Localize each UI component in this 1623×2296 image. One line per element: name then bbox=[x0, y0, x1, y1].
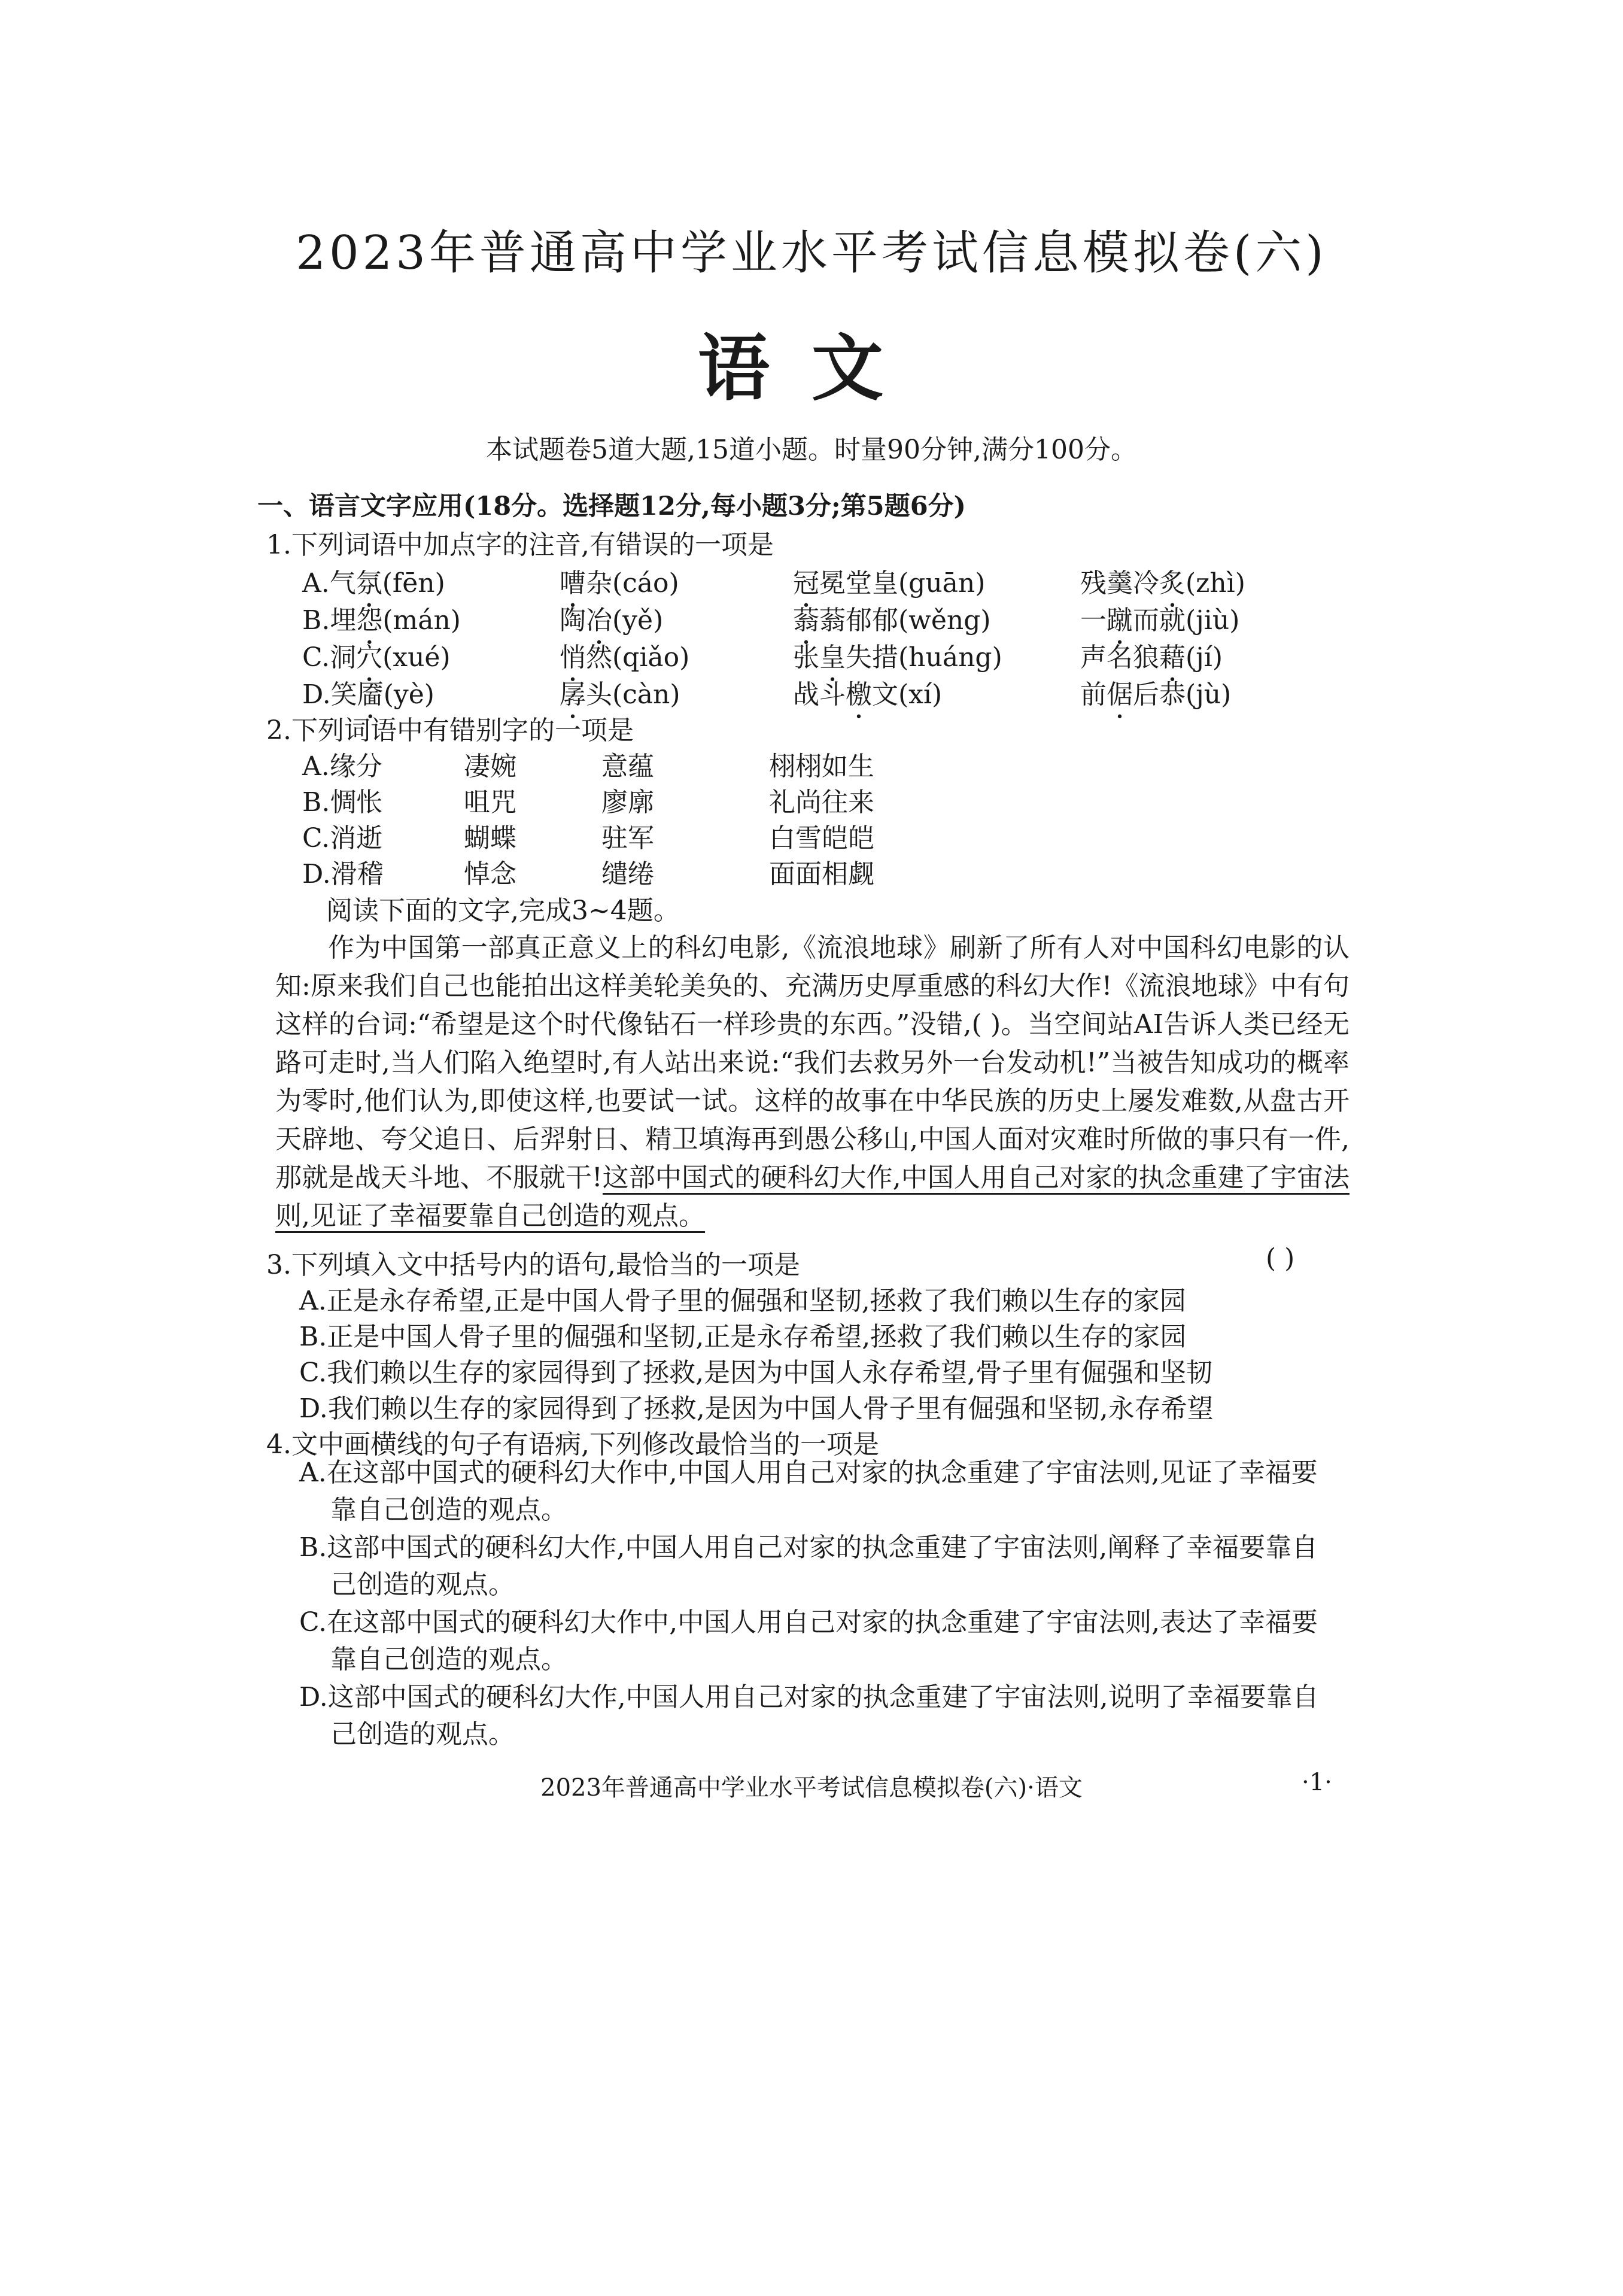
question-2-word: B.惆怅 bbox=[302, 787, 383, 818]
word-text: 声名狼 bbox=[1080, 642, 1159, 673]
dotted-character: 皇 bbox=[819, 642, 846, 673]
question-2-word: 咀咒 bbox=[464, 787, 516, 818]
question-1-item bbox=[793, 673, 942, 725]
question-2-word: D.滑稽 bbox=[302, 859, 384, 889]
question-2-word: 蝴蝶 bbox=[464, 823, 516, 854]
dotted-character: 怨 bbox=[356, 605, 383, 636]
dotted-character: 靥 bbox=[357, 679, 384, 710]
dotted-character: 孱 bbox=[560, 679, 586, 710]
word-text: 文(xí) bbox=[872, 679, 943, 710]
page-footer: 2023年普通高中学业水平考试信息模拟卷(六)·语文 bbox=[540, 1774, 1083, 1802]
dotted-character: 蹴 bbox=[1107, 605, 1133, 636]
passage-text: 作为中国第一部真正意义上的科幻电影,《流浪地球》刷新了所有人对中国科幻电影的认知:原来我们自己也能拍出这样美轮美奂的、充满历史厚重感的科幻大作!《流浪地球》中有句这样的台词:“希望是这个时代像钻石一样珍贵的东西。”没错,( )。当空间站AI告诉人类已经无路可走时,当人们陷入绝望时,有人站出来说:“我们去救另外一台发动机!”当被告知成功的概率为零时,他们认为,即使这样,也要试一试。这样的故事在中华民族的历史上屡发难数,从盘古开天辟地、夸父追日、后羿射日、精卫填海再到愚公移山,中国人面对灾难时所做的事只有一件,那就是战天斗地、不服就干! bbox=[275, 933, 1350, 1193]
dotted-character: 冶 bbox=[586, 605, 612, 636]
word-text: 埋 bbox=[330, 605, 357, 636]
question-3-stem: 3.下列填入文中括号内的语句,最恰当的一项是 bbox=[266, 1250, 800, 1280]
word-text: (yě) bbox=[612, 605, 664, 636]
dotted-character: 炙 bbox=[1159, 568, 1186, 599]
dotted-character: 冠 bbox=[793, 568, 819, 599]
question-2-word: 白雪皑皑 bbox=[769, 823, 874, 854]
dotted-character: 檄 bbox=[846, 679, 872, 710]
dotted-character: 嘈 bbox=[560, 568, 586, 599]
word-text: 蓊郁郁(wěng) bbox=[819, 605, 991, 636]
question-2-word: 悼念 bbox=[464, 859, 516, 889]
option-letter: D. bbox=[302, 679, 331, 710]
question-2-word: 凄婉 bbox=[464, 751, 516, 782]
option-letter: C. bbox=[302, 642, 330, 673]
page-number: ·1· bbox=[1302, 1769, 1332, 1796]
reading-instruction: 阅读下面的文字,完成3~4题。 bbox=[326, 895, 680, 926]
question-3-option-c: C.我们赖以生存的家园得到了拯救,是因为中国人永存希望,骨子里有倔强和坚韧 bbox=[299, 1357, 1213, 1388]
word-text: 残羹冷 bbox=[1080, 568, 1159, 599]
question-2-word: 礼尚往来 bbox=[769, 787, 874, 818]
word-text: 前 bbox=[1080, 679, 1107, 710]
passage-underlined-sentence: 这部中国式的硬科幻大作,中国人用自己对家的执念重建了宇宙法则,见证了幸福要靠自己创造的观点。 bbox=[275, 1162, 1350, 1233]
question-1-stem: 1.下列词语中加点字的注音,有错误的一项是 bbox=[266, 530, 774, 560]
word-text: 气 bbox=[329, 568, 356, 599]
word-text: 然(qiǎo) bbox=[586, 642, 690, 673]
answer-bracket: ( ) bbox=[1266, 1243, 1295, 1274]
question-2-word: 意蕴 bbox=[601, 751, 654, 782]
question-3-option-d: D.我们赖以生存的家园得到了拯救,是因为中国人骨子里有倔强和坚韧,永存希望 bbox=[299, 1393, 1214, 1424]
question-2-word: A.缘分 bbox=[302, 751, 382, 782]
question-2-word: 面面相觑 bbox=[769, 859, 874, 889]
subject-title: 语文 bbox=[698, 327, 925, 411]
option-continuation: 己创造的观点。 bbox=[330, 1569, 515, 1600]
word-text: 笑 bbox=[330, 679, 357, 710]
dotted-character: 悄 bbox=[560, 642, 586, 673]
question-2-word: 廖廓 bbox=[601, 787, 654, 818]
word-text: (zhì) bbox=[1186, 568, 1245, 599]
question-4-option-c bbox=[299, 1604, 1352, 1678]
dotted-character: 氛 bbox=[355, 568, 382, 599]
word-text: (yè) bbox=[383, 679, 434, 710]
reading-passage bbox=[275, 929, 1350, 1235]
word-text: 而就(jiù) bbox=[1133, 605, 1240, 636]
word-text: (fēn) bbox=[382, 568, 445, 599]
dotted-character: 穴 bbox=[356, 642, 383, 673]
word-text: 一 bbox=[1080, 605, 1107, 636]
question-4-option-d bbox=[299, 1679, 1352, 1753]
option-line: D.这部中国式的硬科幻大作,中国人用自己对家的执念重建了宇宙法则,说明了幸福要靠自 bbox=[299, 1682, 1319, 1712]
word-text: 后恭(jù) bbox=[1133, 679, 1232, 710]
dotted-character: 藉 bbox=[1159, 642, 1186, 673]
dotted-character: 倨 bbox=[1107, 679, 1133, 710]
option-letter: A. bbox=[302, 568, 330, 599]
word-text: 失措(huáng) bbox=[846, 642, 1002, 673]
option-continuation: 靠自己创造的观点。 bbox=[330, 1644, 567, 1675]
question-3-option-a: A.正是永存希望,正是中国人骨子里的倔强和坚韧,拯救了我们赖以生存的家园 bbox=[299, 1286, 1186, 1316]
question-2-word: 栩栩如生 bbox=[769, 751, 874, 782]
question-2-stem: 2.下列词语中有错别字的一项是 bbox=[266, 715, 634, 746]
word-text: 陶 bbox=[560, 605, 586, 636]
question-4-option-a bbox=[299, 1454, 1352, 1529]
option-continuation: 己创造的观点。 bbox=[330, 1719, 515, 1750]
dotted-character: 蓊 bbox=[793, 605, 819, 636]
option-continuation: 靠自己创造的观点。 bbox=[330, 1495, 567, 1525]
option-line: B.这部中国式的硬科幻大作,中国人用自己对家的执念重建了宇宙法则,阐释了幸福要靠自 bbox=[299, 1532, 1318, 1563]
question-2-word: 缱绻 bbox=[601, 859, 654, 889]
word-text: (xué) bbox=[382, 642, 451, 673]
word-text: 洞 bbox=[330, 642, 357, 673]
word-text: (mán) bbox=[382, 605, 461, 636]
word-text: 战斗 bbox=[793, 679, 846, 710]
word-text: 张 bbox=[793, 642, 819, 673]
question-1-item bbox=[1080, 673, 1231, 725]
option-line: A.在这部中国式的硬科幻大作中,中国人用自己对家的执念重建了宇宙法则,见证了幸福要 bbox=[299, 1457, 1318, 1488]
question-3-option-b: B.正是中国人骨子里的倔强和坚韧,正是永存希望,拯救了我们赖以生存的家园 bbox=[299, 1322, 1187, 1352]
option-line: C.在这部中国式的硬科幻大作中,中国人用自己对家的执念重建了宇宙法则,表达了幸福要 bbox=[299, 1607, 1318, 1638]
section-heading: 一、语言文字应用(18分。选择题12分,每小题3分;第5题6分) bbox=[257, 491, 966, 521]
question-4-stem: 4.文中画横线的句子有语病,下列修改最恰当的一项是 bbox=[266, 1429, 879, 1460]
option-letter: B. bbox=[302, 605, 330, 636]
exam-title: 2023年普通高中学业水平考试信息模拟卷(六) bbox=[296, 226, 1327, 280]
question-2-word: C.消逝 bbox=[302, 823, 383, 854]
word-text: (jí) bbox=[1186, 642, 1223, 673]
question-4-option-b bbox=[299, 1529, 1352, 1603]
word-text: 头(càn) bbox=[586, 679, 680, 710]
word-text: 杂(cáo) bbox=[586, 568, 679, 599]
question-2-word: 驻军 bbox=[601, 823, 654, 854]
exam-intro: 本试题卷5道大题,15道小题。时量90分钟,满分100分。 bbox=[486, 435, 1137, 465]
word-text: 冕堂皇(guān) bbox=[819, 568, 986, 599]
